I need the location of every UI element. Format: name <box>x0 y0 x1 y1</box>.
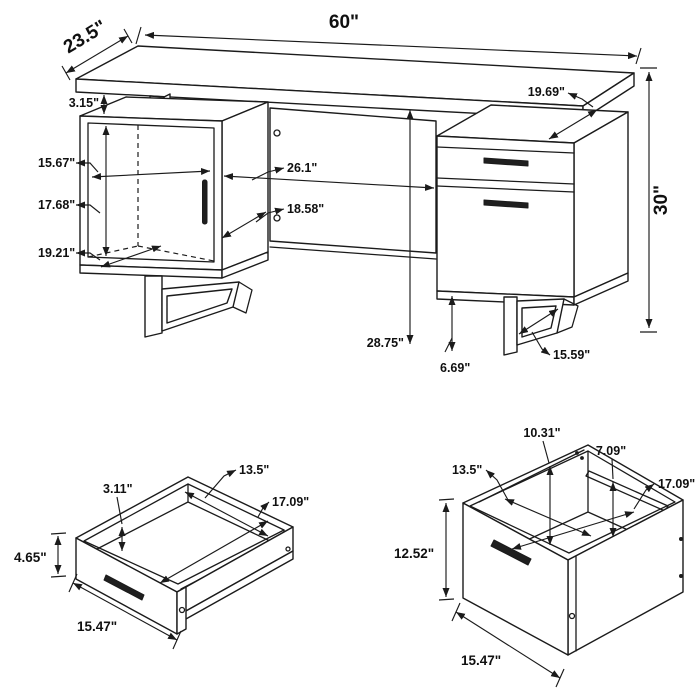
small-drawer-view <box>14 463 309 649</box>
small-drawer-front-width-label: 15.47" <box>77 619 118 634</box>
cabinet-interior-width-label: 15.67" <box>38 156 76 170</box>
dim-overall-height <box>640 68 672 332</box>
dim-small-drawer-front-height <box>14 533 66 577</box>
cabinet-door-handle <box>203 180 208 224</box>
file-drawer-interior-width-label: 13.5" <box>452 463 483 477</box>
file-drawer-interior-height-a-label: 10.31" <box>523 426 561 440</box>
overall-height-label: 30" <box>651 184 672 216</box>
desk-overall-view <box>38 12 672 375</box>
leg-clearance-label: 6.69" <box>440 361 471 375</box>
knee-space-width-label: 26.1" <box>287 161 318 175</box>
knee-clearance-label: 28.75" <box>366 336 404 350</box>
desk-depth-label: 23.5" <box>60 16 111 59</box>
small-drawer-interior-width-label: 13.5" <box>239 463 270 477</box>
file-drawer-interior-depth-label: 17.09" <box>658 477 696 491</box>
sled-leg-depth-label: 15.59" <box>553 348 591 362</box>
left-pedestal-front-frame <box>80 116 222 270</box>
small-drawer-interior-height-label: 3.11" <box>103 482 133 496</box>
desk-width-label: 60" <box>328 12 360 33</box>
knee-space-depth-label: 18.58" <box>287 202 325 216</box>
cabinet-interior-depth-label: 19.21" <box>38 246 76 260</box>
left-sled-leg <box>145 276 252 337</box>
dim-file-drawer-front-height <box>394 499 454 600</box>
left-pedestal-side <box>222 102 268 270</box>
small-drawer-interior-depth-label: 17.09" <box>272 495 310 509</box>
file-drawer-interior-height-b-label: 7.09" <box>595 444 627 458</box>
file-drawer-front-width-label: 15.47" <box>461 653 502 668</box>
file-drawer-view <box>394 426 695 687</box>
cabinet-interior-height-label: 17.68" <box>38 198 76 212</box>
dim-leg-clearance <box>440 296 470 375</box>
pedestal-depth-label: 19.69" <box>527 85 565 99</box>
small-drawer-front-height-label: 4.65" <box>14 550 47 565</box>
right-pedestal-drawers <box>437 105 628 355</box>
top-clearance-label: 3.15" <box>68 96 99 110</box>
file-drawer-front-height-label: 12.52" <box>394 546 435 561</box>
right-pedestal-side <box>574 112 628 297</box>
left-pedestal-cabinet <box>80 97 268 337</box>
